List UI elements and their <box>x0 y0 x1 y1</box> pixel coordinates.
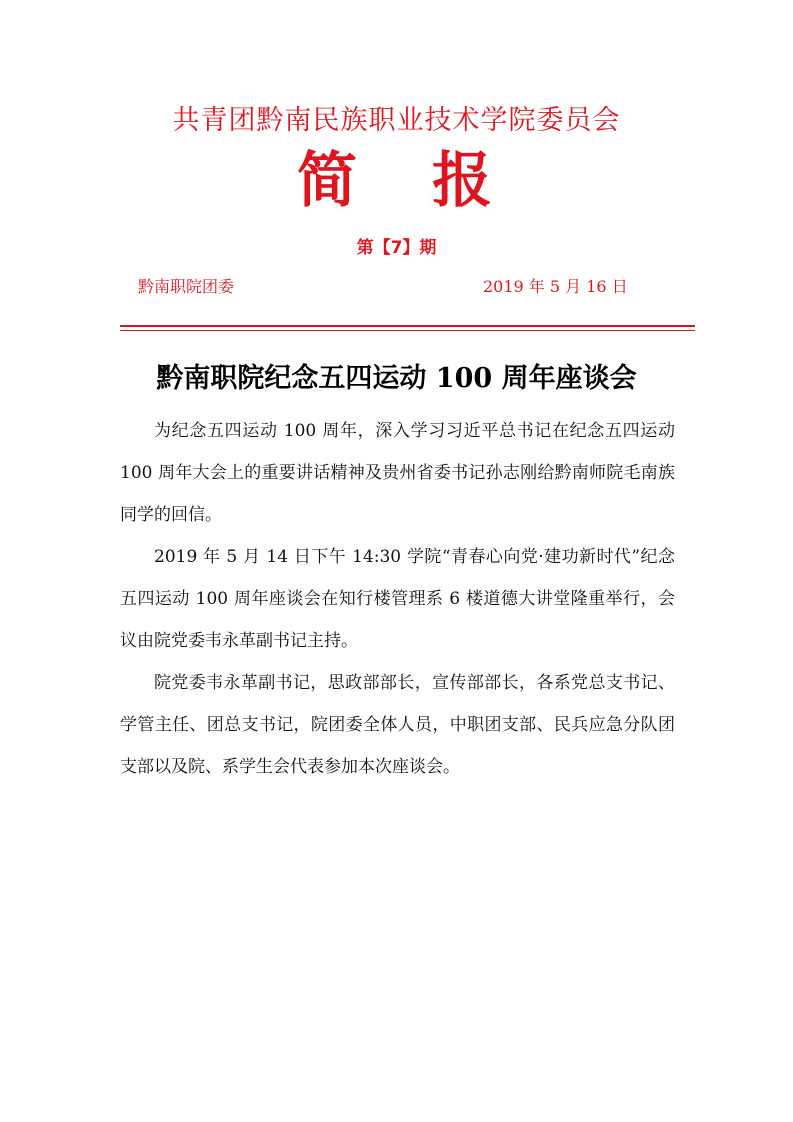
issue-date: 2019 年 5 月 16 日 <box>483 277 628 296</box>
header-divider-thick <box>120 325 695 327</box>
header-divider-thin <box>120 330 695 331</box>
bulletin-title <box>0 146 793 216</box>
article-paragraph: 为纪念五四运动 100 周年，深入学习习近平总书记在纪念五四运动 100 周年大会上的重要讲话精神及贵州省委书记孙志刚给黔南师院毛南族同学的回信。 <box>120 421 675 525</box>
article-title: 黔南职院纪念五四运动 100 周年座谈会 <box>156 363 637 394</box>
article-paragraph: 院党委韦永革副书记，思政部部长，宣传部部长，各系党总支书记、学管主任、团总支书记，院团委全体人员，中职团支部、民兵应急分队团支部以及院、系学生会代表参加本次座谈会。 <box>120 673 675 777</box>
organization-title: 共青团黔南民族职业技术学院委员会 <box>172 105 621 136</box>
article-paragraph: 2019 年 5 月 14 日下午 14:30 学院“青春心向党·建功新时代”纪念五四运动 100 周年座谈会在知行楼管理系 6 楼道德大讲堂隆重举行，会议由院党委韦永革副书记主持。 <box>120 547 675 651</box>
article-body <box>120 410 675 788</box>
bulletin-title-char-2: 报 <box>432 146 492 216</box>
bulletin-title-char-1: 简 <box>297 146 357 216</box>
issuer: 黔南职院团委 <box>138 277 235 296</box>
issue-number: 第【7】期 <box>356 238 437 258</box>
